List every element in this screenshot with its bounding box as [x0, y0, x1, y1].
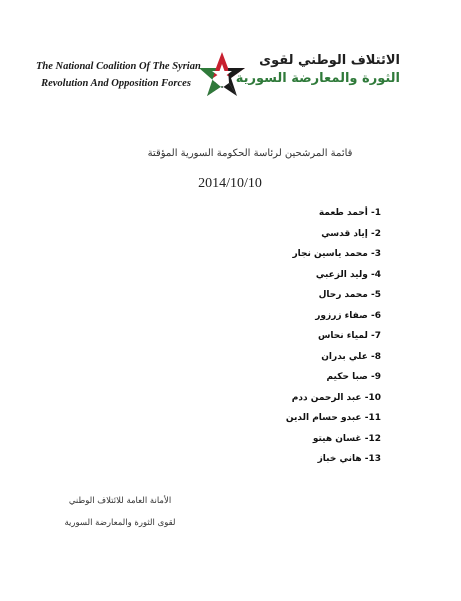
candidate-name: محمد رحال	[318, 290, 368, 300]
list-item	[181, 306, 381, 327]
org-ar-line-2: الثورة والمعارضة السورية	[235, 71, 400, 86]
candidate-name: صبا حكيم	[326, 372, 368, 382]
document-title: قائمة المرشحين لرئاسة الحكومة السورية المؤقتة	[147, 148, 353, 159]
list-item	[181, 367, 381, 388]
list-item	[181, 408, 381, 429]
candidate-number: 6-	[370, 310, 381, 321]
candidate-number: 12-	[364, 433, 381, 444]
document-date: 2014/10/10	[198, 176, 262, 191]
list-item	[181, 388, 381, 409]
list-item	[181, 265, 381, 286]
candidate-name: عبد الرحمن ددم	[291, 392, 362, 403]
candidate-number: 1-	[370, 208, 381, 218]
candidate-number: 3-	[370, 249, 381, 259]
organization-name-arabic	[235, 52, 400, 88]
candidate-number: 4-	[370, 269, 381, 280]
candidate-number: 9-	[370, 372, 381, 382]
organization-name-english	[36, 58, 201, 92]
candidate-name: هاني خباز	[317, 454, 362, 464]
org-en-line-1: The National Coalition Of The Syrian	[36, 61, 201, 72]
list-item	[181, 347, 381, 368]
candidate-number: 7-	[370, 331, 381, 341]
candidate-number: 2-	[370, 228, 381, 239]
candidate-number: 5-	[370, 290, 381, 300]
footer-line-2: لقوى الثورة والمعارضة السورية	[64, 518, 176, 528]
signature-block	[60, 490, 180, 534]
candidates-list	[181, 203, 381, 470]
candidate-name: صفاء زرزور	[315, 310, 368, 321]
list-item	[181, 224, 381, 245]
candidate-name: غسان هيتو	[312, 433, 362, 444]
list-item	[181, 326, 381, 347]
candidate-name: إياد قدسي	[321, 228, 368, 239]
list-item	[181, 449, 381, 470]
candidate-number: 11-	[364, 413, 381, 423]
candidate-name: عبدو حسام الدين	[285, 413, 362, 423]
footer-line-1: الأمانة العامة للائتلاف الوطني	[68, 496, 172, 506]
candidate-name: علي بدران	[321, 351, 368, 362]
org-ar-line-1: الائتلاف الوطني لقوى	[259, 53, 400, 68]
candidate-number: 13-	[364, 454, 381, 464]
org-en-line-2: Revolution And Opposition Forces	[41, 78, 191, 89]
list-item	[181, 244, 381, 265]
candidate-name: محمد ياسين نجار	[292, 249, 368, 259]
candidate-name: أحمد طعمة	[318, 208, 368, 218]
list-item	[181, 203, 381, 224]
candidate-number: 10-	[364, 392, 381, 403]
candidate-name: وليد الزعبي	[315, 269, 368, 280]
list-item	[181, 429, 381, 450]
candidate-name: لمياء نحاس	[317, 331, 368, 341]
list-item	[181, 285, 381, 306]
candidate-number: 8-	[370, 351, 381, 362]
